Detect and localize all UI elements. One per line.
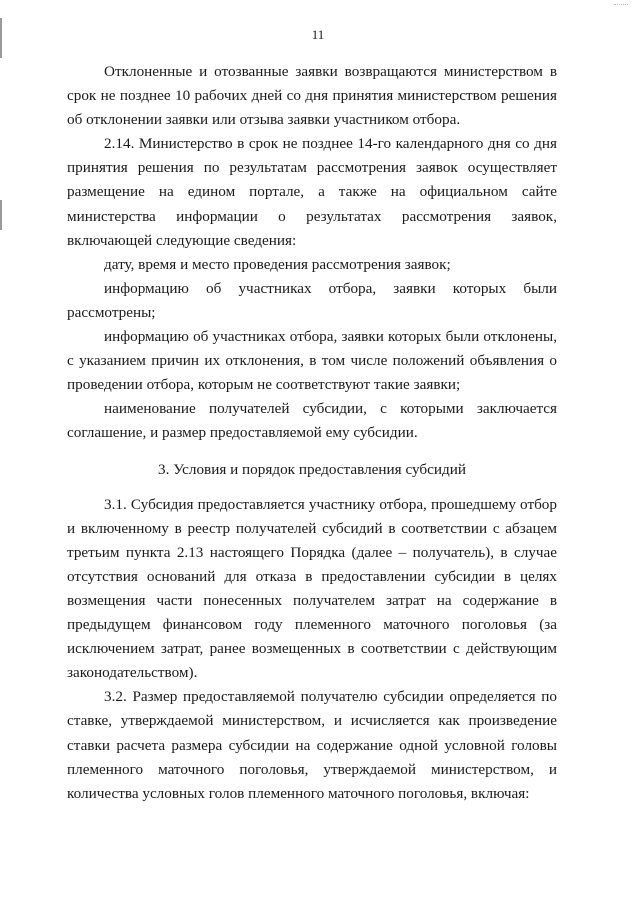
section-heading: 3. Условия и порядок предоставления субсидий: [158, 460, 466, 478]
spacer: [67, 446, 557, 458]
paragraph: информацию об участниках отбора, заявки которых были рассмотрены;: [67, 279, 557, 321]
scan-edge-mark: [0, 200, 2, 230]
spacer: [67, 482, 557, 493]
paragraph: информацию об участниках отбора, заявки которых были отклонены, с указанием причин их отклонения, в том числе положений объявления о проведении отбора, которым не соответствуют такие заявки;: [67, 328, 557, 394]
body-text: [67, 60, 557, 806]
page-number: 11: [311, 27, 325, 42]
paragraph: дату, время и место проведения рассмотрения заявок;: [104, 255, 451, 273]
paragraph: наименование получателей субсидии, с которыми заключается соглашение, и размер предоставляемой ему субсидии.: [67, 400, 557, 442]
paragraph: 2.14. Министерство в срок не позднее 14-го календарного дня со дня принятия решения по результатам рассмотрения заявок осуществляет размещение на едином портале, а также на официальном сайте министерства информации о результатах рассмотрения заявок, включающей следующие сведения:: [67, 135, 557, 249]
paragraph: 3.1. Субсидия предоставляется участнику отбора, прошедшему отбор и включенному в реестр получателей субсидий в соответствии с абзацем третьим пункта 2.13 настоящего Порядка (далее – получатель), в случае отсутствия оснований для отказа в предоставлении субсидии в целях возмещения части понесенных получателем затрат на содержание в предыдущем финансовом году племенного маточного поголовья (за исключением затрат, ранее возмещенных в соответствии с действующим законодательством).: [67, 495, 557, 682]
paragraph: 3.2. Размер предоставляемой получателю субсидии определяется по ставке, утверждаемой министерством, и исчисляется как произведение ставки расчета размера субсидии на содержание одной условной головы племенного маточного поголовья, утверждаемой министерством, и количества условных голов племенного маточного поголовья, включая:: [67, 688, 557, 802]
paragraph: Отклоненные и отозванные заявки возвращаются министерством в срок не позднее 10 рабочих дней со дня принятия министерством решения об отклонении заявки или отзыва заявки участником отбора.: [67, 63, 557, 129]
scan-corner-mark: [614, 4, 628, 15]
